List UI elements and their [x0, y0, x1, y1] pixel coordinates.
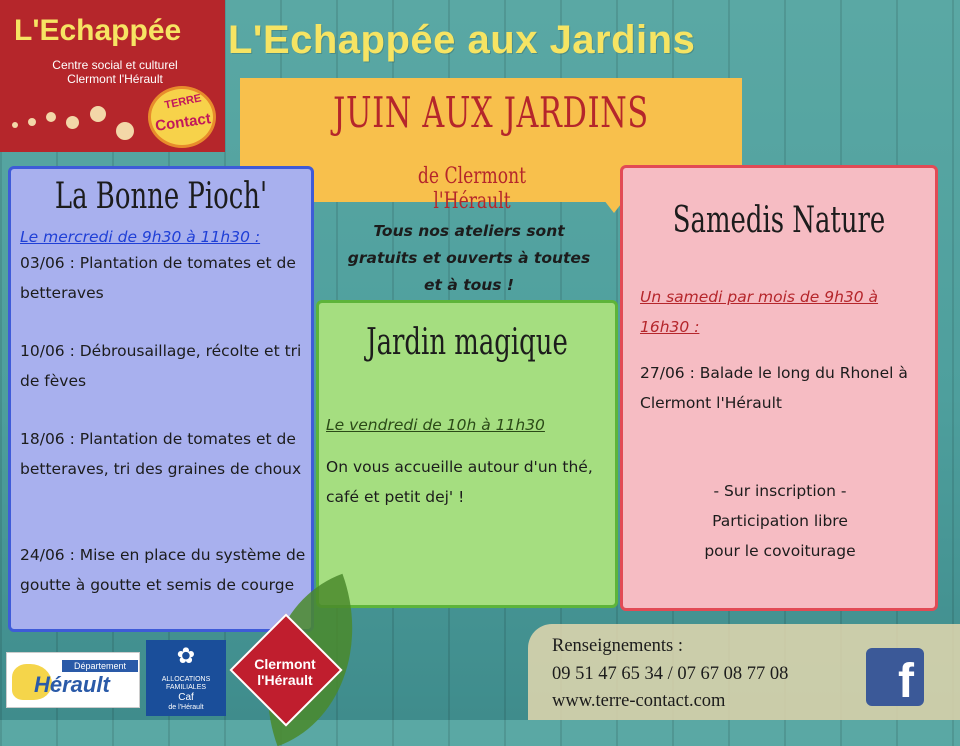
samedis-note-line3: pour le covoiturage — [704, 542, 856, 560]
samedis-event: 27/06 : Balade le long du Rhonel à Clermont l'Hérault — [640, 364, 908, 412]
pioch-entry: 24/06 : Mise en place du système de goutte à goutte et semis de courge — [20, 546, 306, 594]
clermont-label-line1: Clermont — [254, 656, 316, 672]
pioch-entry: 10/06 : Débrousaillage, récolte et tri de fèves — [20, 342, 302, 390]
logo-subtitle-line1: Centre social et culturel — [52, 58, 178, 72]
contact-phones: 09 51 47 65 34 / 07 67 08 77 08 — [552, 664, 789, 684]
pioch-entry: 03/06 : Plantation de tomates et de betteraves — [20, 254, 296, 302]
samedis-note-line2: Participation libre — [712, 512, 848, 530]
clermont-label-line2: l'Hérault — [257, 672, 313, 688]
jardin-description: On vous accueille autour d'un thé, café et petit dej' ! — [326, 458, 593, 506]
contact-label: Renseignements : — [552, 636, 684, 656]
herault-dept-label: Département — [62, 660, 138, 672]
caf-tree-icon: ✿ — [176, 644, 196, 669]
banner-title: JUIN AUX JARDINS — [333, 88, 649, 137]
caf-alloc-label: ALLOCATIONS FAMILIALES — [161, 676, 211, 691]
pioch-title: La Bonne Pioch' — [54, 176, 268, 217]
samedis-schedule: Un samedi par mois de 9h30 à 16h30 : — [640, 288, 879, 336]
pioch-schedule: Le mercredi de 9h30 à 11h30 : — [20, 228, 261, 246]
terre-contact-text-bottom: Contact — [154, 110, 212, 135]
caf-name: Caf — [178, 692, 194, 703]
samedis-registration-note — [640, 476, 920, 566]
samedis-title: Samedis Nature — [672, 200, 886, 241]
terre-contact-text-top: TERRE — [163, 92, 203, 112]
jardin-schedule: Le vendredi de 10h à 11h30 — [326, 416, 545, 434]
logo-subtitle-line2: Clermont l'Hérault — [67, 72, 163, 86]
page-title: L'Echappée aux Jardins — [228, 18, 696, 62]
herault-name: Hérault — [34, 672, 110, 697]
pioch-entry: 18/06 : Plantation de tomates et de betteraves, tri des graines de choux — [20, 430, 302, 478]
free-workshops-note: Tous nos ateliers sont gratuits et ouverts à toutes et à tous ! — [347, 222, 591, 294]
logo-title: L'Echappée — [14, 14, 182, 47]
contact-website[interactable]: www.terre-contact.com — [552, 691, 726, 711]
caf-region: de l'Hérault — [168, 704, 204, 711]
banner-subtitle: de Clermont l'Hérault — [417, 164, 527, 214]
samedis-note-line1: - Sur inscription - — [713, 482, 847, 500]
jardin-title: Jardin magique — [366, 322, 568, 363]
facebook-icon[interactable]: f — [866, 648, 924, 706]
